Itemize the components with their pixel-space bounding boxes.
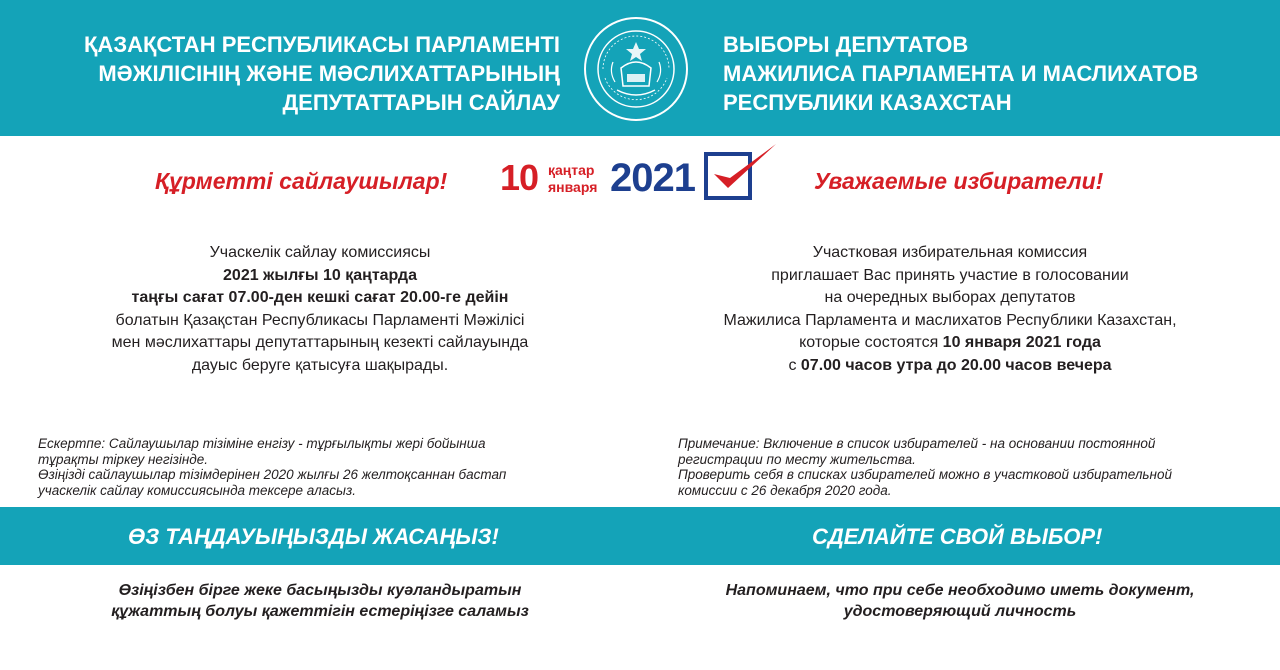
- invitation-line-part: которые состоятся: [799, 334, 943, 351]
- date-year: 2021: [610, 156, 695, 200]
- date-month-ru: января: [548, 179, 598, 195]
- invitation-line: мен мәслихаттары депутаттарының кезекті сайлауында: [111, 334, 529, 351]
- invitation-text-ru: [690, 242, 1210, 377]
- invitation-line: [690, 355, 1210, 378]
- invitation-line: 2021 жылғы 10 қаңтарда: [223, 266, 417, 284]
- header-title-kz: [40, 30, 560, 117]
- reminder-kz: [40, 580, 600, 622]
- note-line: Проверить себя в списках избирателей можно в участковой избирательной: [678, 467, 1172, 482]
- note-line: Примечание: Включение в список избирателей - на основании постоянной: [678, 436, 1156, 451]
- header-title-kz-line: МӘЖІЛІСІНІҢ ЖӘНЕ МӘСЛИХАТТАРЫНЫҢ: [98, 61, 560, 86]
- reminder-line: құжаттың болуы қажеттігін естеріңізге саламыз: [111, 603, 529, 620]
- invitation-hours-bold: 07.00 часов утра до 20.00 часов вечера: [800, 356, 1112, 374]
- header-title-ru-line: ВЫБОРЫ ДЕПУТАТОВ: [723, 32, 969, 57]
- invitation-line: дауыс беруге қатысуға шақырады.: [191, 356, 449, 374]
- note-ru: [678, 436, 1238, 498]
- invitation-line-part: с: [788, 356, 801, 374]
- note-line: Өзіңізді сайлаушылар тізімдерінен 2020 жылғы 26 желтоқсаннан бастап: [38, 467, 507, 482]
- note-line: учаскелік сайлау комиссиясында тексере аласыз.: [38, 482, 356, 498]
- checkbox-checkmark-icon: [700, 140, 780, 204]
- invitation-line: болатын Қазақстан Республикасы Парламенті Мәжілісі: [115, 311, 525, 329]
- election-date: [500, 148, 780, 208]
- header-title-ru: [723, 30, 1263, 117]
- invitation-line: приглашает Вас принять участие в голосовании: [771, 266, 1129, 284]
- reminder-line: Напоминаем, что при себе необходимо иметь документ,: [725, 582, 1195, 599]
- note-line: регистрации по месту жительства.: [678, 451, 916, 467]
- header-title-kz-line: ҚАЗАҚСТАН РЕСПУБЛИКАСЫ ПАРЛАМЕНТІ: [84, 32, 560, 57]
- note-line: Ескертпе: Сайлаушылар тізіміне енгізу - тұрғылықты жері бойынша: [38, 436, 486, 451]
- header-title-ru-line: МАЖИЛИСА ПАРЛАМЕНТА И МАСЛИХАТОВ: [723, 61, 1199, 86]
- header-title-ru-line: РЕСПУБЛИКИ КАЗАХСТАН: [723, 90, 1012, 115]
- election-commission-seal-icon: [583, 16, 689, 122]
- date-day: 10: [500, 157, 539, 198]
- invitation-text-kz: [60, 242, 580, 377]
- reminder-line: удостоверяющий личность: [843, 603, 1077, 620]
- note-kz: [38, 436, 598, 498]
- note-line: комиссии с 26 декабря 2020 года.: [678, 482, 892, 498]
- greeting-kz: Құрметті сайлаушылар!: [155, 168, 448, 194]
- note-line: тұрақты тіркеу негізінде.: [38, 451, 209, 467]
- reminder-line: Өзіңізбен бірге жеке басыңызды куәландыратын: [118, 582, 522, 599]
- invitation-line: [690, 332, 1210, 355]
- greeting-ru: Уважаемые избиратели!: [814, 168, 1104, 194]
- invitation-date-bold: 10 января 2021 года: [942, 334, 1101, 351]
- slogan-kz: ӨЗ ТАҢДАУЫҢЫЗДЫ ЖАСАҢЫЗ!: [128, 524, 499, 549]
- reminder-ru: [680, 580, 1240, 622]
- invitation-line: Мажилиса Парламента и маслихатов Республики Казахстан,: [723, 311, 1177, 329]
- invitation-line: таңғы сағат 07.00-ден кешкі сағат 20.00-ге дейін: [131, 289, 509, 306]
- date-month-kz: қаңтар: [548, 162, 595, 178]
- invitation-line: Учаскелік сайлау комиссиясы: [209, 244, 431, 261]
- header-title-kz-line: ДЕПУТАТТАРЫН САЙЛАУ: [282, 90, 560, 115]
- invitation-line: на очередных выборах депутатов: [824, 289, 1076, 306]
- slogan-ru: СДЕЛАЙТЕ СВОЙ ВЫБОР!: [812, 524, 1103, 549]
- invitation-line: Участковая избирательная комиссия: [812, 244, 1088, 261]
